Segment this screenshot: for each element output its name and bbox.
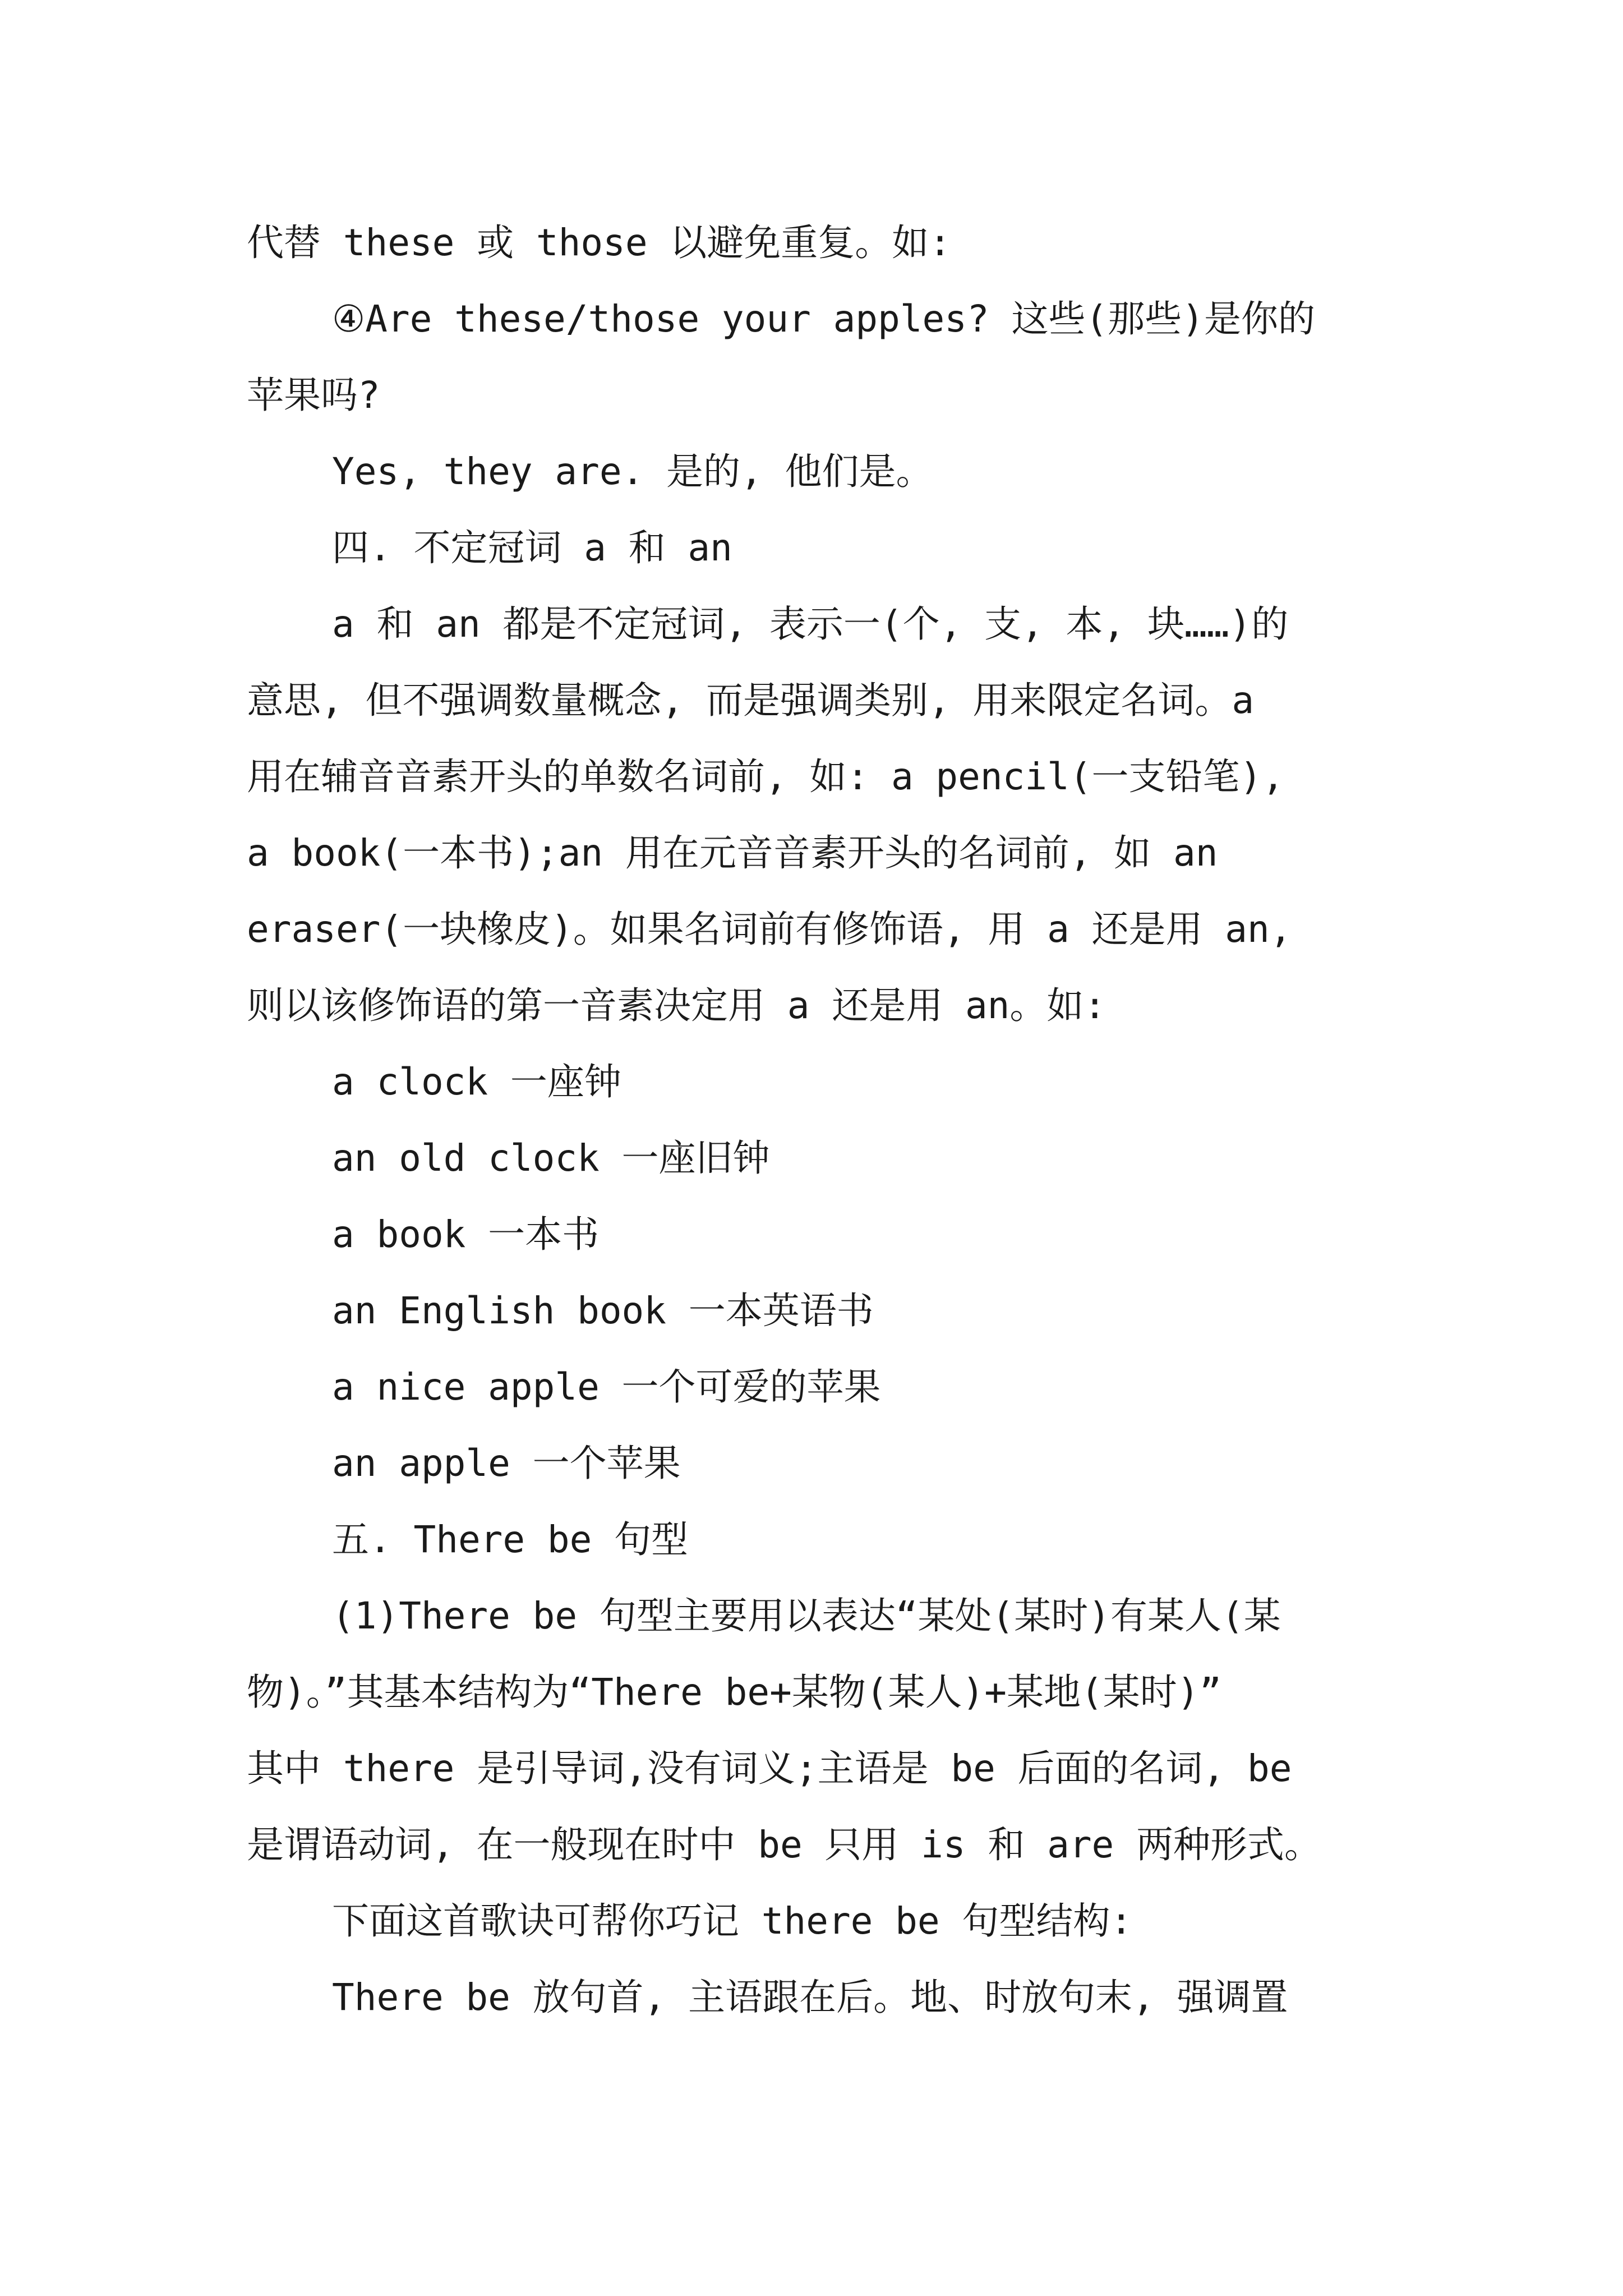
text-line: 用在辅音音素开头的单数名词前, 如: a pencil(一支铅笔), [247, 755, 1285, 798]
text-line: a 和 an 都是不定冠词, 表示一(个, 支, 本, 块……)的 [332, 602, 1289, 646]
section-heading: 五. There be 句型 [332, 1518, 689, 1561]
text-line: eraser(一块橡皮)。如果名词前有修饰语, 用 a 还是用 an, [247, 908, 1292, 951]
example-line: a clock 一座钟 [332, 1060, 621, 1103]
example-line: a book 一本书 [332, 1213, 600, 1256]
example-line: an apple 一个苹果 [332, 1442, 681, 1485]
text-line: 是谓语动词, 在一般现在时中 be 只用 is 和 are 两种形式。 [247, 1823, 1322, 1866]
text-line: 下面这首歌诀可帮你巧记 there be 句型结构: [332, 1899, 1133, 1943]
text-line: 其中 there 是引导词,没有词义;主语是 be 后面的名词, be [247, 1747, 1292, 1790]
text-line: 则以该修饰语的第一音素决定用 a 还是用 an。如: [247, 984, 1106, 1027]
section-heading: 四. 不定冠词 a 和 an [332, 526, 732, 569]
text-line: ④Are these/those your apples? 这些(那些)是你的 [332, 297, 1315, 341]
text-line: a book(一本书);an 用在元音音素开头的名词前, 如 an [247, 831, 1218, 875]
example-line: an old clock 一座旧钟 [332, 1137, 770, 1180]
text-line: 意思, 但不强调数量概念, 而是强调类别, 用来限定名词。a [247, 679, 1255, 722]
text-line: (1)There be 句型主要用以表达“某处(某时)有某人(某 [332, 1594, 1281, 1637]
text-line: Yes, they are. 是的, 他们是。 [332, 450, 933, 493]
text-line: 代替 these 或 those 以避免重复。如: [247, 221, 952, 264]
text-line: There be 放句首, 主语跟在后。地、时放句末, 强调置 [332, 1976, 1288, 2019]
example-line: an English book 一本英语书 [332, 1289, 874, 1332]
text-line: 物)。”其基本结构为“There be+某物(某人)+某地(某时)” [247, 1671, 1222, 1714]
example-line: a nice apple 一个可爱的苹果 [332, 1365, 881, 1409]
text-line: 苹果吗? [247, 374, 380, 417]
